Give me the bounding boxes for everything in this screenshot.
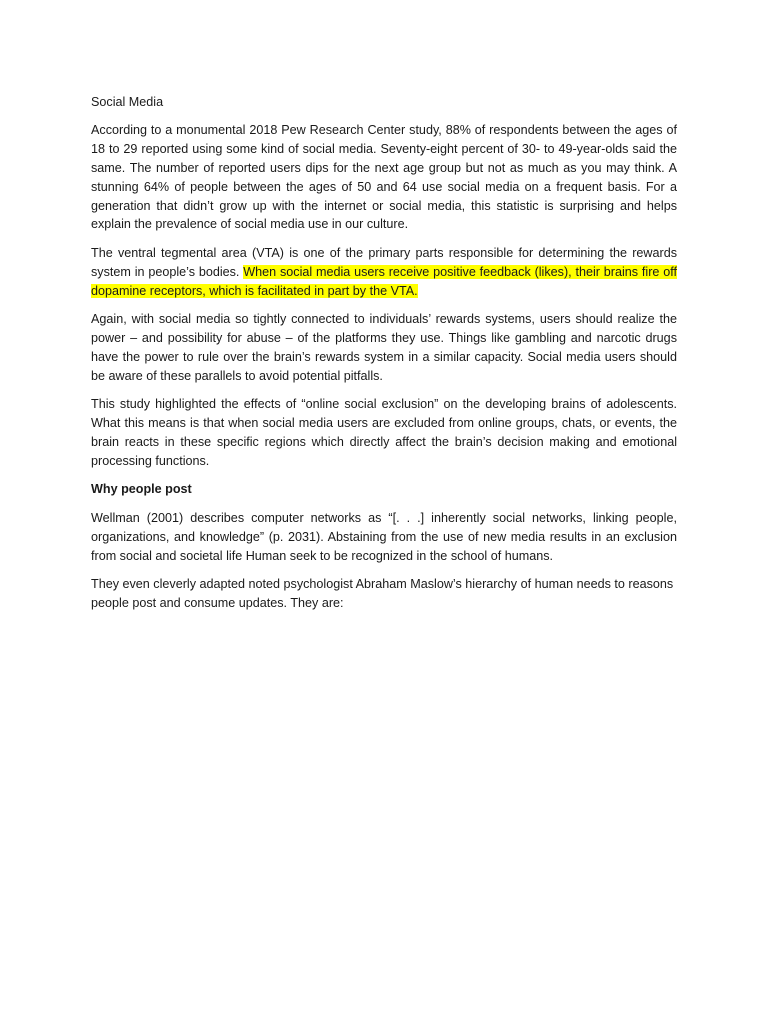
paragraph-vta (91, 244, 677, 301)
subheading-why-people-post: Why people post (91, 482, 192, 497)
paragraph-pew-study: According to a monumental 2018 Pew Research Center study, 88% of respondents between the ages of 18 to 29 reported using some kind of social media. Seventy-eight percent of 30- to 49-year-olds said the same. The number of reported users dips for the next age group but not as much as you may think. A stunning 64% of people between the ages of 50 and 64 use social media on a frequent basis. For a generation that didn’t grow up with the internet or social media, this statistic is surprising and helps explain the prevalence of social media use in our culture. (91, 122, 677, 232)
document-title: Social Media (91, 95, 164, 109)
paragraph-rewards: Again, with social media so tightly connected to individuals’ rewards systems, users should realize the power – and possibility for abuse – of the platforms they use. Things like gambling and narcotic drugs have the power to rule over the brain’s rewards system in a similar capacity. Social media users should be aware of these parallels to avoid potential pitfalls. (91, 312, 677, 383)
paragraph-exclusion: This study highlighted the effects of “online social exclusion” on the developing brains of adolescents. What this means is that when social media users are excluded from online groups, chats, or events, the brain reacts in these specific regions which directly affect the brain’s decision making and emotional processing functions. (91, 397, 677, 468)
document-page (91, 93, 677, 622)
highlighted-text: When social media users receive positive feedback (likes), their brains fire off dopamine receptors, which is facilitated in part by the VTA. (91, 264, 677, 298)
vta-plain-text: The ventral tegmental area (VTA) is one of the primary parts responsible for determining the rewards system in people’s bodies. (91, 245, 677, 279)
paragraph-maslow: They even cleverly adapted noted psychologist Abraham Maslow’s hierarchy of human needs to reasons people post and consume updates. They are: (91, 576, 674, 610)
paragraph-wellman: Wellman (2001) describes computer networks as “[. . .] inherently social networks, linking people, organizations, and knowledge” (p. 2031). Abstaining from the use of new media results in an exclusion from social and societal life Human seek to be recognized in the school of humans. (91, 510, 677, 563)
